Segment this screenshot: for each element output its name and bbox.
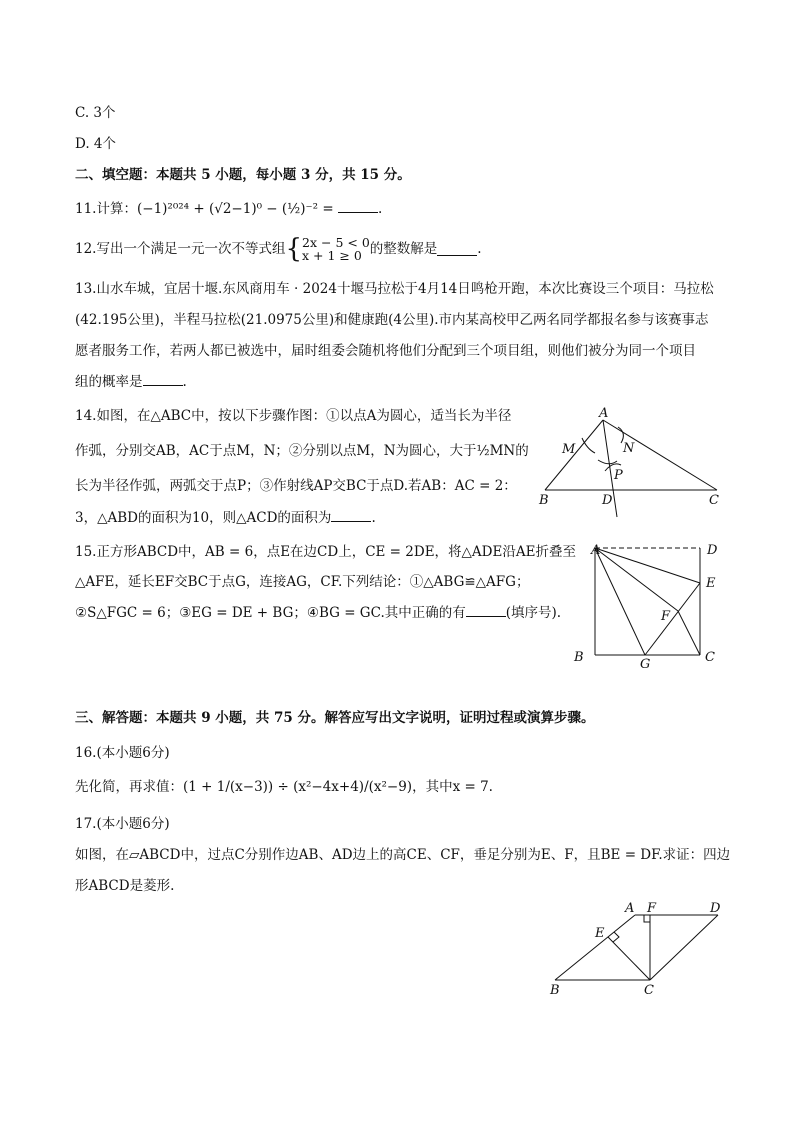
q15-line3 [75, 604, 561, 622]
q12-ineq2: x + 1 ≥ 0 [302, 248, 362, 263]
side-ba [555, 915, 635, 980]
seg-ag [595, 548, 645, 655]
section2-heading: 二、填空题：本题共 5 小题，每小题 3 分，共 15 分。 [75, 167, 411, 183]
right-angle-e [613, 932, 619, 942]
q13-line4 [75, 373, 187, 391]
label-d: D [707, 543, 718, 558]
q12-ineq1: 2x − 5 < 0 [302, 235, 370, 250]
label-f: F [661, 609, 671, 624]
q11-answer-blank[interactable] [338, 200, 378, 213]
label-a: A [625, 901, 635, 916]
arc-p1 [598, 460, 617, 464]
label-e: E [595, 926, 605, 941]
q11-expression: (−1)²⁰²⁴ + (√2−1)⁰ − (½)⁻² = [136, 201, 334, 217]
option-c: C. 3个 [75, 105, 116, 121]
q14-line1: 14.如图，在△ABC中，按以下步骤作图：①以点A为圆心，适当长为半径 [75, 408, 512, 424]
label-b: B [550, 983, 560, 998]
right-angle-f [644, 915, 650, 922]
label-p: P [614, 468, 623, 483]
side-dc [650, 915, 718, 980]
q14-line4-text: 3，△ABD的面积为10，则△ACD的面积为 [75, 510, 332, 526]
q15-end: (填序号). [505, 605, 562, 621]
seg-eg [645, 583, 700, 655]
q11-suffix: . [377, 201, 383, 217]
label-d: D [602, 493, 613, 508]
q13-line1: 13.山水车城，宜居十堰.东风商用车 · 2024十堰马拉松于4月14日鸣枪开跑，本次比赛设三个项目：马拉松 [75, 281, 714, 297]
q17-line2: 形ABCD是菱形. [75, 878, 175, 894]
question-12 [75, 236, 482, 262]
q17-line1: 如图，在▱ABCD中，过点C分别作边AB、AD边上的高CE、CF，垂足分别为E、F，且BE = DF.求证：四边 [75, 847, 731, 863]
q14-line3: 长为半径作弧，两弧交于点P；③作射线AP交BC于点D.若AB：AC = 2： [75, 478, 517, 494]
label-m: M [562, 442, 576, 457]
label-b: B [574, 650, 584, 665]
figure-17 [540, 895, 735, 1000]
height-ce [608, 937, 650, 980]
q15-answer-blank[interactable] [466, 604, 506, 617]
q16-expression: (1 + 1/(x−3)) ÷ (x²−4x+4)/(x²−9) [183, 779, 413, 795]
q13-line4-text: 组的概率是 [75, 374, 143, 390]
figure-15 [570, 538, 730, 668]
q11-prefix: 11.计算： [75, 201, 137, 217]
q16-prefix: 先化简，再求值： [75, 779, 183, 795]
q15-line1: 15.正方形ABCD中，AB = 6，点E在边CD上，CE = 2DE，将△ADE沿AE折叠至 [75, 544, 576, 560]
label-c: C [644, 983, 654, 998]
label-f: F [647, 901, 657, 916]
label-c: C [709, 493, 719, 508]
q12-prefix: 12.写出一个满足一元一次不等式组 [75, 241, 286, 257]
q17-title: 17.(本小题6分) [75, 816, 170, 832]
q16-body [75, 778, 493, 796]
label-a: A [591, 543, 601, 558]
label-c: C [705, 650, 715, 665]
q16-suffix: ，其中x = 7. [412, 779, 493, 795]
q12-answer-blank[interactable] [437, 243, 477, 256]
q16-title: 16.(本小题6分) [75, 745, 170, 761]
q14-line2: 作弧，分别交AB，AC于点M，N；②分别以点M，N为圆心，大于½MN的 [75, 443, 529, 459]
label-e: E [706, 576, 716, 591]
q14-end: . [371, 510, 376, 526]
label-n: N [623, 441, 635, 456]
label-b: B [539, 493, 549, 508]
q13-line3: 愿者服务工作，若两人都已被选中，届时组委会随机将他们分配到三个项目组，则他们被分为同一个项目 [75, 343, 696, 359]
q14-answer-blank[interactable] [331, 509, 371, 522]
seg-ae [595, 548, 700, 583]
q13-answer-blank[interactable] [143, 373, 183, 386]
q13-end: . [182, 374, 187, 390]
q12-end: . [477, 241, 482, 257]
label-g: G [640, 657, 651, 668]
q13-line2: (42.195公里)，半程马拉松(21.0975公里)和健康跑(4公里).市内某高校甲乙两名同学都报名参与该赛事志 [75, 312, 709, 328]
label-a: A [599, 406, 609, 421]
q15-line3-text: ②S△FGC = 6；③EG = DE + BG；④BG = GC.其中正确的有 [75, 605, 466, 621]
q12-suffix: 的整数解是 [369, 241, 438, 257]
arc-m [582, 438, 595, 453]
seg-af [595, 548, 678, 611]
q15-line2: △AFE，延长EF交BC于点G，连接AG，CF.下列结论：①△ABG≌△AFG； [75, 574, 530, 590]
label-d: D [710, 901, 721, 916]
figure-14 [535, 405, 730, 520]
brace: { [285, 234, 303, 264]
seg-cf [678, 611, 700, 655]
q14-line4 [75, 509, 376, 527]
question-11 [75, 200, 382, 218]
option-d: D. 4个 [75, 136, 117, 152]
section3-heading: 三、解答题：本题共 9 小题，共 75 分。解答应写出文字说明，证明过程或演算步骤。 [75, 710, 595, 726]
q12-system [302, 236, 370, 262]
